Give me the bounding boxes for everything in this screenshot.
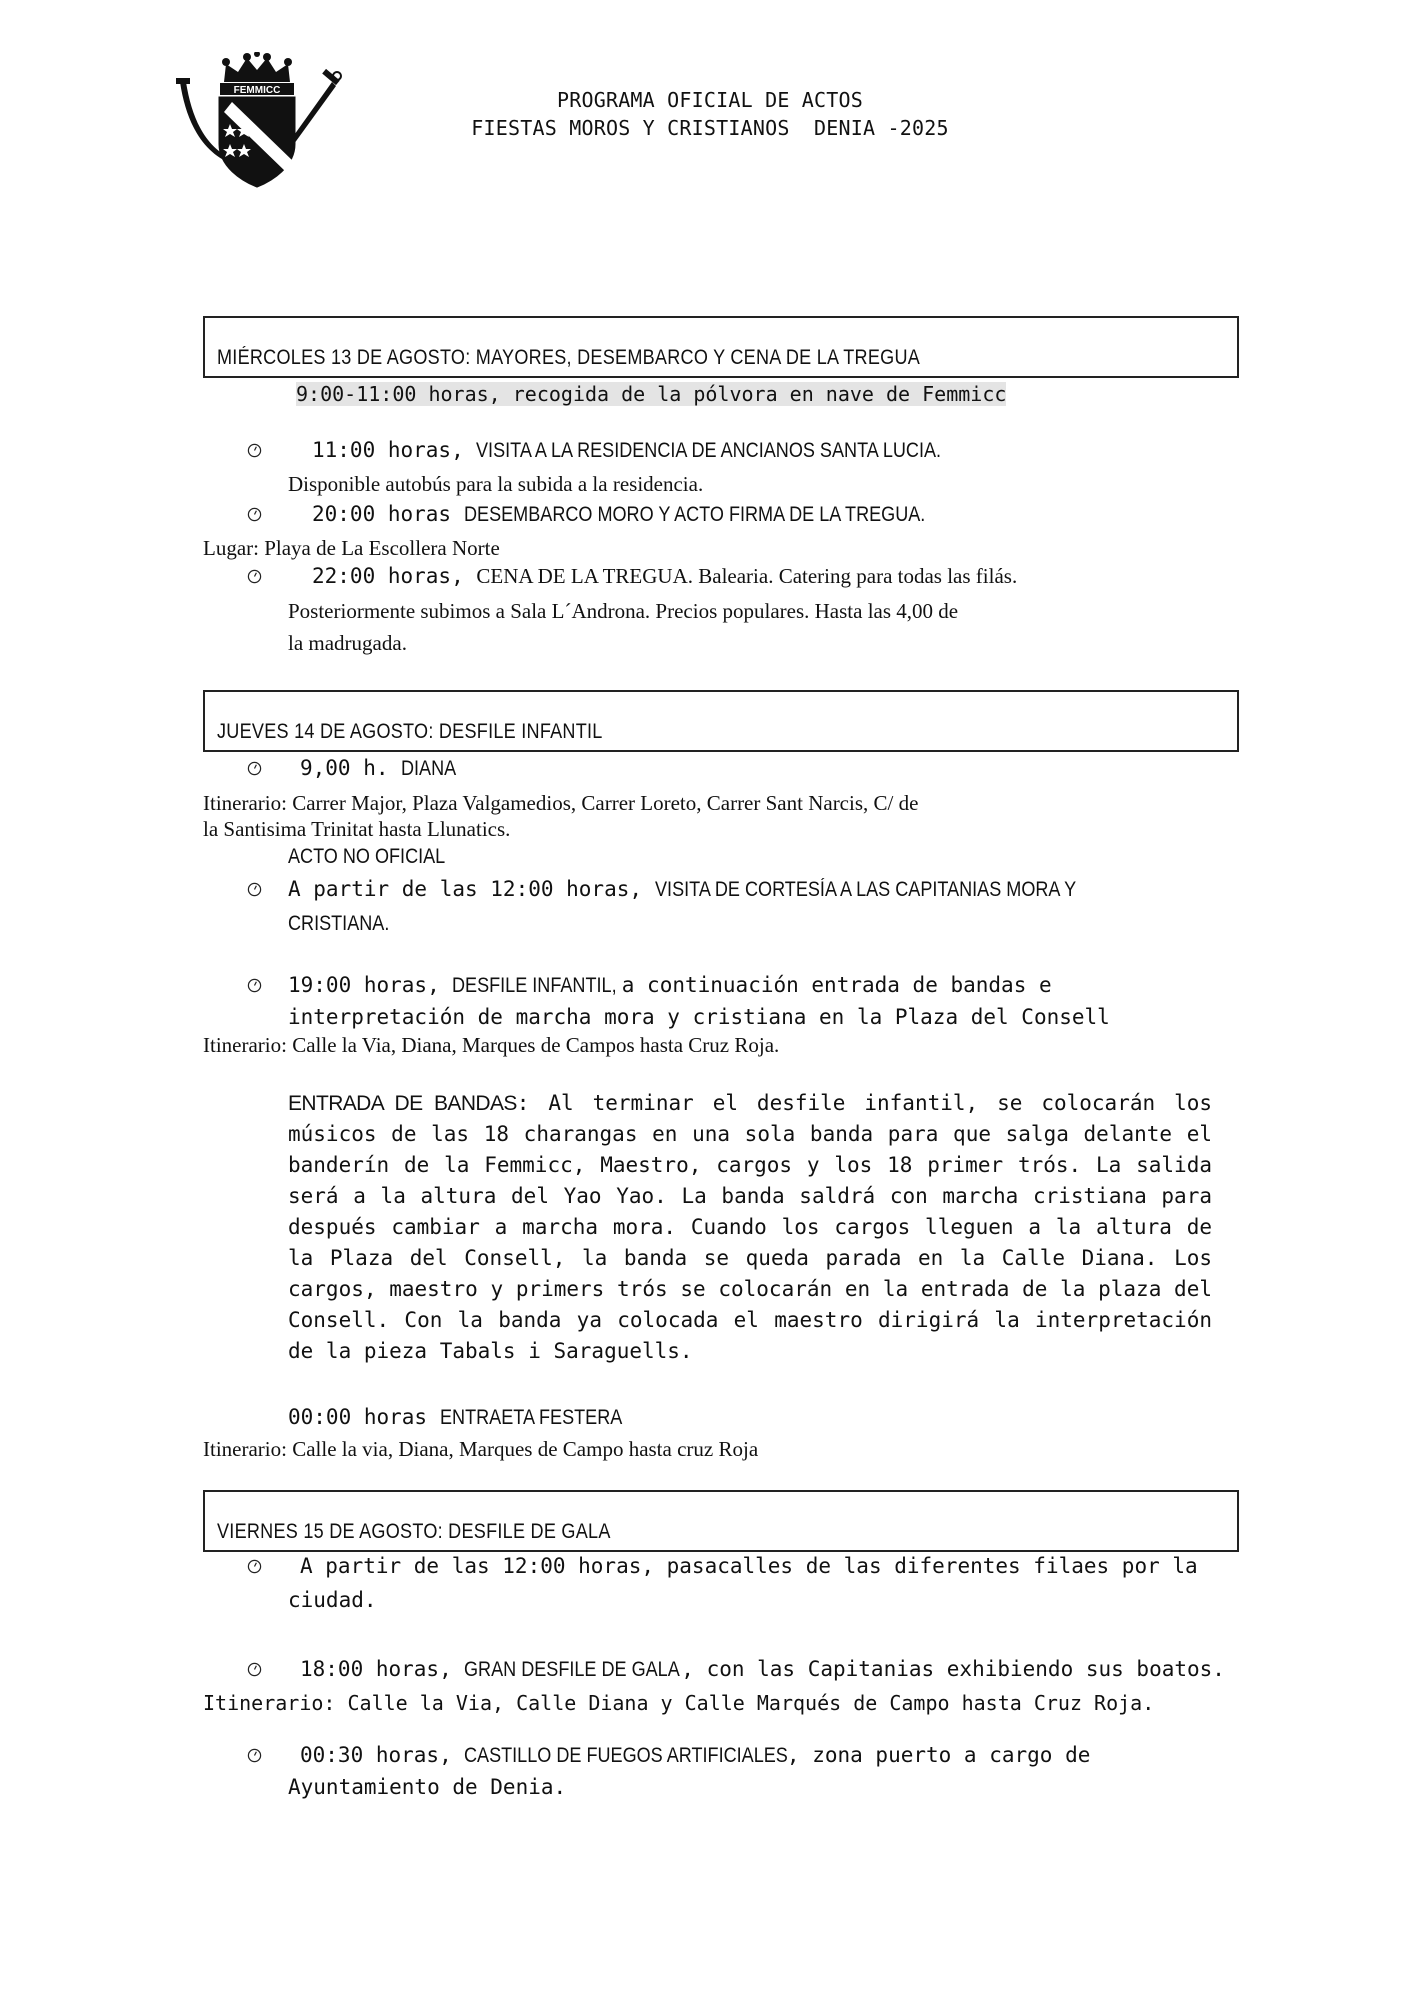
- clock-icon: [247, 1559, 262, 1574]
- program-title: [430, 86, 990, 142]
- event-title: VISITA A LA RESIDENCIA DE ANCIANOS SANTA LUCIA.: [476, 439, 942, 462]
- event-time: 11:00 horas,: [312, 438, 477, 462]
- clock-icon: [247, 978, 262, 993]
- event-desc: interpretación de marcha mora y cristiana en la Plaza del Consell: [288, 1005, 1110, 1029]
- event-time: 19:00 horas,: [288, 973, 453, 997]
- event-route: Itinerario: Carrer Major, Plaza Valgamedios, Carrer Loreto, Carrer Sant Narcis, C/ de: [203, 791, 919, 815]
- powder-note: [296, 380, 1006, 408]
- clock-icon: [247, 507, 262, 522]
- event-time: 9,00 h.: [300, 756, 402, 780]
- clock-icon: [247, 1662, 262, 1677]
- event-note: Posteriormente subimos a Sala L´Androna. Precios populares. Hasta las 4,00 de: [288, 599, 959, 623]
- event-title: DIANA: [401, 757, 457, 780]
- event-title: GRAN DESFILE DE GALA: [464, 1658, 681, 1681]
- event-title: VISITA DE CORTESÍA A LAS CAPITANIAS MORA Y: [654, 878, 1076, 901]
- bands-text: : Al terminar el desfile infantil, se colocarán los músicos de las 18 charangas en una sola banda para que salga delante el banderín de la Femmicc, Maestro, cargos y los 18 primer trós. La salida será a la altura del Yao Yao. La banda saldrá con marcha cristiana para después cambiar a marcha mora. Cuando los cargos lleguen a la altura de la Plaza del Consell, la banda se queda parada en la Calle Diana. Los cargos, maestro y primers trós se colocarán en la entrada de la plaza del Consell. Con la banda ya colocada el maestro dirigirá la interpretación de la pieza Tabals i Saraguells.: [288, 1091, 1213, 1363]
- title-line-1: PROGRAMA OFICIAL DE ACTOS: [556, 88, 864, 112]
- event-note: ACTO NO OFICIAL: [288, 845, 446, 868]
- event-desc: , con las Capitanias exhibiendo sus boatos.: [681, 1657, 1225, 1681]
- event-fireworks: [300, 1741, 1090, 1770]
- event-desc: a continuación entrada de bandas e: [621, 973, 1052, 997]
- day-heading-friday: [203, 1490, 1239, 1552]
- event-title: DESFILE INFANTIL,: [452, 974, 617, 997]
- day-heading-thursday: [203, 690, 1239, 752]
- event-pasacalles: A partir de las 12:00 horas, pasacalles de las diferentes filaes por la: [300, 1554, 1198, 1578]
- event-title-cont: CRISTIANA.: [288, 912, 390, 935]
- day-heading-wednesday: [203, 316, 1239, 378]
- event-title: CASTILLO DE FUEGOS ARTIFICIALES: [464, 1744, 789, 1767]
- event-diana: [300, 754, 465, 783]
- event-residence: [312, 436, 1017, 465]
- event-courtesy-visit: [288, 875, 1144, 904]
- bands-title: ENTRADA DE BANDAS: [288, 1092, 517, 1115]
- logo-banner-text: FEMMICC: [233, 85, 281, 96]
- powder-note-text: 9:00-11:00 horas, recogida de la pólvora en nave de Femmicc: [296, 382, 1007, 406]
- event-landing: [312, 500, 1000, 529]
- event-time: 22:00 horas,: [312, 564, 477, 588]
- event-route: Itinerario: Calle la Via, Diana, Marques de Campos hasta Cruz Roja.: [203, 1033, 780, 1057]
- event-desc: , zona puerto a cargo de: [786, 1743, 1091, 1767]
- event-entraeta: [288, 1403, 652, 1432]
- event-title: DESEMBARCO MORO Y ACTO FIRMA DE LA TREGUA.: [463, 503, 926, 526]
- event-dinner: [312, 562, 1017, 590]
- event-time: 00:00 horas: [288, 1405, 440, 1429]
- day-heading-text: JUEVES 14 DE AGOSTO: DESFILE INFANTIL: [217, 720, 603, 743]
- day-heading-text: MIÉRCOLES 13 DE AGOSTO: MAYORES, DESEMBARCO Y CENA DE LA TREGUA: [217, 346, 921, 369]
- event-time: 00:30 horas,: [300, 1743, 465, 1767]
- event-time: 20:00 horas: [312, 502, 464, 526]
- bands-entrance-paragraph: [288, 1088, 1212, 1367]
- femmicc-logo: [172, 52, 342, 190]
- event-route: Itinerario: Calle la via, Diana, Marques de Campo hasta cruz Roja: [203, 1437, 759, 1461]
- clock-icon: [247, 761, 262, 776]
- title-line-2: FIESTAS MOROS Y CRISTIANOS DENIA -2025: [471, 116, 949, 140]
- clock-icon: [247, 569, 262, 584]
- event-route: la Santisima Trinitat hasta Llunatics.: [203, 817, 511, 841]
- event-title: ENTRAETA FESTERA: [439, 1406, 623, 1429]
- event-pasacalles-cont: ciudad.: [288, 1588, 377, 1612]
- day-heading-text: VIERNES 15 DE AGOSTO: DESFILE DE GALA: [217, 1520, 611, 1543]
- clock-icon: [247, 1748, 262, 1763]
- event-place: Lugar: Playa de La Escollera Norte: [203, 536, 500, 560]
- event-title: CENA DE LA TREGUA. Balearia. Catering para todas las filás.: [476, 564, 1018, 588]
- event-children-parade: [288, 971, 1052, 1000]
- event-time: 18:00 horas,: [300, 1657, 465, 1681]
- event-time: A partir de las 12:00 horas,: [288, 877, 655, 901]
- clock-icon: [247, 882, 262, 897]
- event-route: Itinerario: Calle la Via, Calle Diana y Calle Marqués de Campo hasta Cruz Roja.: [203, 1691, 1155, 1715]
- event-gala-parade: [300, 1655, 1225, 1684]
- event-note: la madrugada.: [288, 631, 407, 655]
- event-note: Disponible autobús para la subida a la residencia.: [288, 472, 704, 496]
- event-desc: Ayuntamiento de Denia.: [288, 1775, 567, 1799]
- clock-icon: [247, 443, 262, 458]
